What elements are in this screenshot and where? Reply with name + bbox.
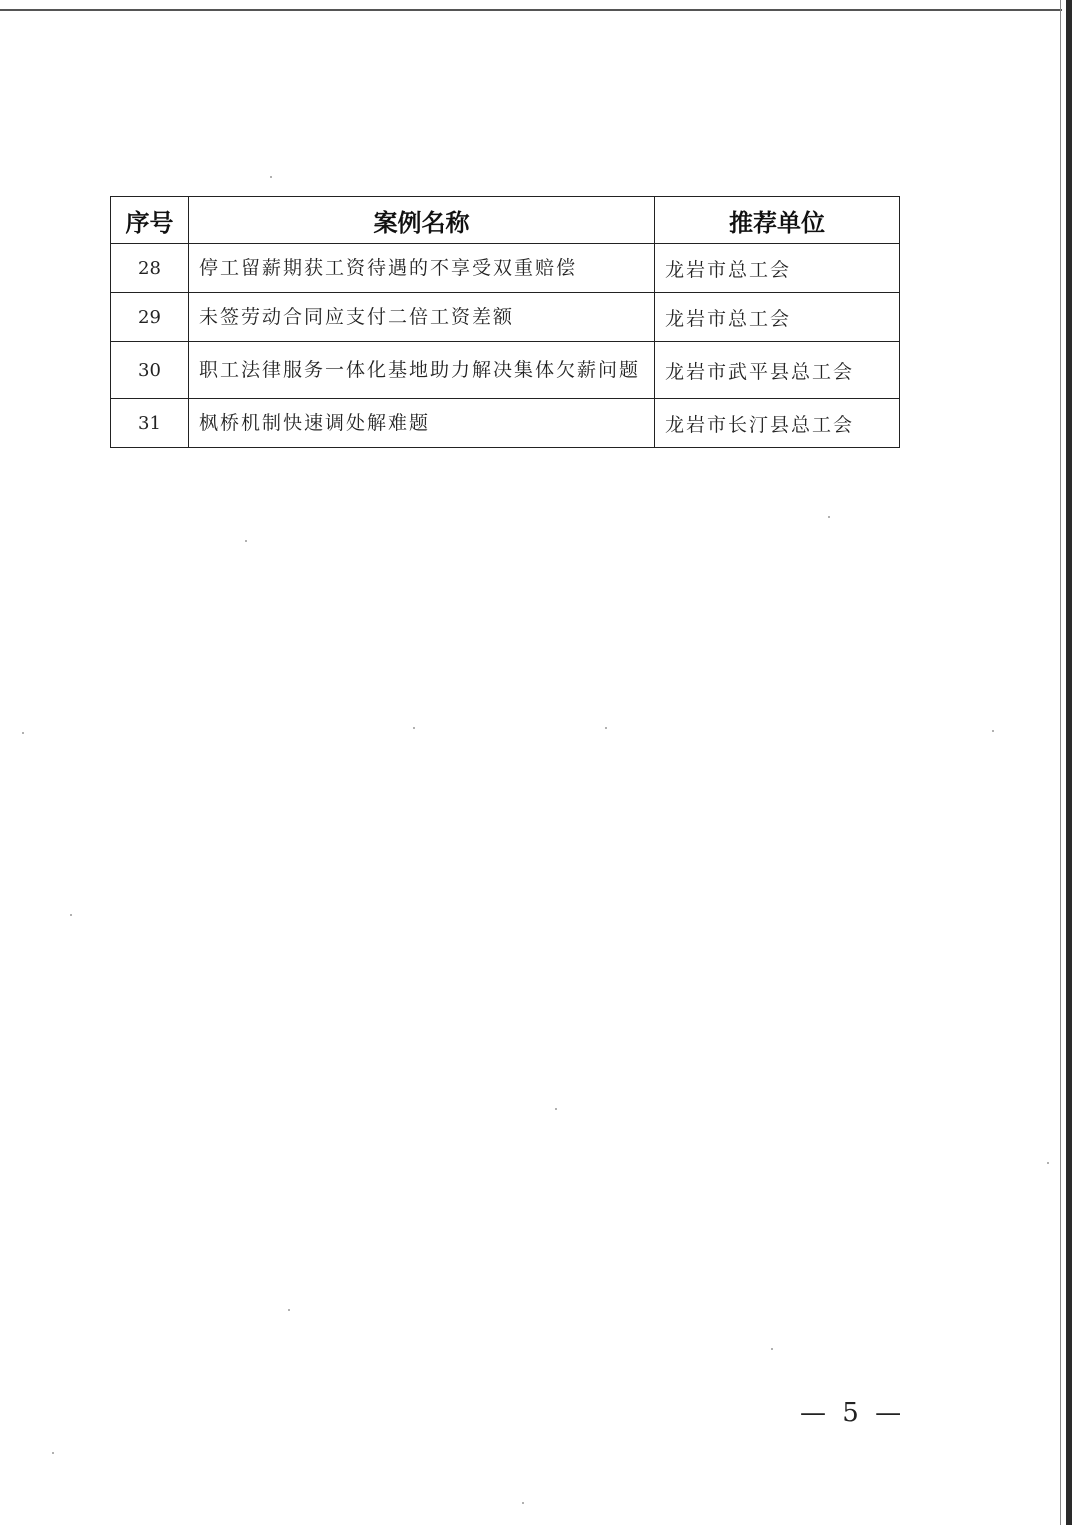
cell-recommending-unit: 龙岩市长汀县总工会 (655, 399, 900, 448)
cell-case-name: 未签劳动合同应支付二倍工资差额 (189, 293, 655, 342)
scan-speck (52, 1452, 54, 1454)
table-row (111, 244, 900, 293)
cell-case-name: 枫桥机制快速调处解难题 (189, 399, 655, 448)
scan-speck (22, 732, 24, 734)
cell-seq: 28 (111, 244, 189, 293)
cell-seq: 29 (111, 293, 189, 342)
scan-speck (522, 1502, 524, 1504)
cell-recommending-unit: 龙岩市总工会 (655, 244, 900, 293)
scan-speck (555, 1108, 557, 1110)
table-row (111, 293, 900, 342)
table-header-row (111, 197, 900, 244)
scan-right-edge-thin (1060, 0, 1061, 1525)
case-list-table (110, 196, 900, 448)
scan-speck (245, 540, 247, 542)
column-header-recommending-unit: 推荐单位 (655, 197, 900, 244)
scan-speck (270, 176, 272, 178)
cell-recommending-unit: 龙岩市武平县总工会 (655, 342, 900, 399)
scan-speck (70, 914, 72, 916)
scan-speck (288, 1309, 290, 1311)
scan-speck (1047, 1162, 1049, 1164)
table-row (111, 342, 900, 399)
cell-case-name: 职工法律服务一体化基地助力解决集体欠薪问题 (189, 342, 655, 399)
column-header-case-name: 案例名称 (189, 197, 655, 244)
cell-recommending-unit: 龙岩市总工会 (655, 293, 900, 342)
scan-speck (771, 1348, 773, 1350)
cell-seq: 31 (111, 399, 189, 448)
scan-speck (828, 516, 830, 518)
scan-speck (992, 730, 994, 732)
column-header-seq: 序号 (111, 197, 189, 244)
scan-speck (605, 727, 607, 729)
scan-speck (413, 727, 415, 729)
table-row (111, 399, 900, 448)
scan-top-border (0, 9, 1062, 11)
scan-right-edge (1066, 0, 1072, 1525)
page-number: — 5 — (800, 1398, 906, 1428)
cell-case-name: 停工留薪期获工资待遇的不享受双重赔偿 (189, 244, 655, 293)
cell-seq: 30 (111, 342, 189, 399)
